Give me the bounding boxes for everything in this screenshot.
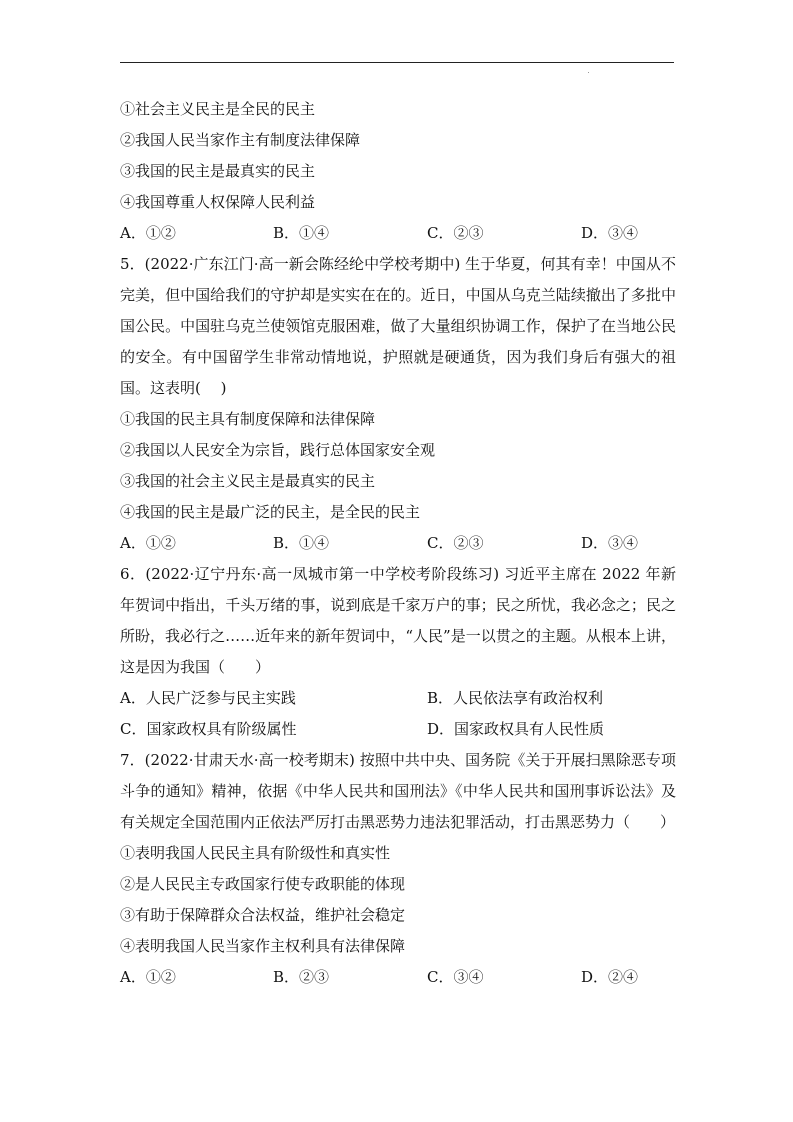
question-4-block [120, 94, 676, 249]
q4-item-2: ②我国人民当家作主有制度法律保障 [120, 131, 361, 149]
header-rule [120, 62, 674, 63]
q7-stem: 7．(2022·甘肃天水·高一校考期末) 按照中共中央、国务院《关于开展扫黑除恶专项斗争的通知》精神，依据《中华人民共和国刑法》《中华人民共和国刑事诉讼法》及有关规定全国范围内正依法严厉打击黑恶势力违法犯罪活动，打击黑恶势力（ ） [120, 751, 676, 831]
q7-option-a[interactable]: A．①② [120, 968, 176, 986]
q7-option-c[interactable]: C．③④ [427, 968, 484, 986]
q6-options-row-2 [120, 714, 676, 745]
q5-option-c[interactable]: C．②③ [427, 534, 484, 552]
q4-item-1: ①社会主义民主是全民的民主 [120, 100, 316, 118]
q5-item-4: ④我国的民主是最广泛的民主，是全民的民主 [120, 503, 421, 521]
q5-item-1: ①我国的民主具有制度保障和法律保障 [120, 410, 376, 428]
q5-stem: 5．(2022·广东江门·高一新会陈经纶中学校考期中) 生于华夏，何其有幸！中国从不完美，但中国给我们的守护却是实实在在的。近日，中国从乌克兰陆续撤出了多批中国公民。中国驻乌克兰使领馆克服困难，做了大量组织协调工作，保护了在当地公民的安全。有中国留学生非常动情地说，护照就是硬通货，因为我们身后有强大的祖国。这表明( ) [120, 255, 676, 397]
header-mark [588, 72, 589, 73]
q5-options [120, 528, 676, 559]
question-6-block [120, 559, 676, 745]
q4-option-d[interactable]: D．③④ [581, 224, 639, 242]
q4-option-c[interactable]: C．②③ [427, 224, 484, 242]
q5-option-a[interactable]: A．①② [120, 534, 176, 552]
q6-option-c[interactable]: C．国家政权具有阶级属性 [120, 720, 297, 738]
q7-option-d[interactable]: D．②④ [581, 968, 639, 986]
q6-option-a[interactable]: A．人民广泛参与民主实践 [120, 689, 296, 707]
q4-item-3: ③我国的民主是最真实的民主 [120, 162, 316, 180]
q6-option-d[interactable]: D．国家政权具有人民性质 [427, 720, 605, 738]
q5-option-d[interactable]: D．③④ [581, 534, 639, 552]
q5-option-b[interactable]: B．①④ [273, 534, 330, 552]
q4-item-4: ④我国尊重人权保障人民利益 [120, 193, 316, 211]
q7-item-4: ④表明我国人民当家作主权利具有法律保障 [120, 937, 406, 955]
question-page [120, 94, 676, 993]
question-7-block [120, 745, 676, 993]
q7-item-1: ①表明我国人民民主具有阶级性和真实性 [120, 844, 391, 862]
q4-option-b[interactable]: B．①④ [273, 224, 330, 242]
q5-item-2: ②我国以人民安全为宗旨，践行总体国家安全观 [120, 441, 436, 459]
q6-stem: 6．(2022·辽宁丹东·高一凤城市第一中学校考阶段练习) 习近平主席在 2022 年新年贺词中指出，千头万绪的事，说到底是千家万户的事；民之所忧，我必念之；民之所盼，我必行之……近年来的新年贺词中，“人民”是一以贯之的主题。从根本上讲，这是因为我国（ ） [120, 565, 676, 676]
q6-options-row-1 [120, 683, 676, 714]
q5-item-3: ③我国的社会主义民主是最真实的民主 [120, 472, 376, 490]
q6-option-b[interactable]: B．人民依法享有政治权利 [427, 689, 604, 707]
q7-item-3: ③有助于保障群众合法权益，维护社会稳定 [120, 906, 406, 924]
q7-option-b[interactable]: B．②③ [273, 968, 330, 986]
question-5-block [120, 249, 676, 559]
q7-item-2: ②是人民民主专政国家行使专政职能的体现 [120, 875, 406, 893]
q4-option-a[interactable]: A．①② [120, 224, 176, 242]
q7-options [120, 962, 676, 993]
q4-options [120, 218, 676, 249]
